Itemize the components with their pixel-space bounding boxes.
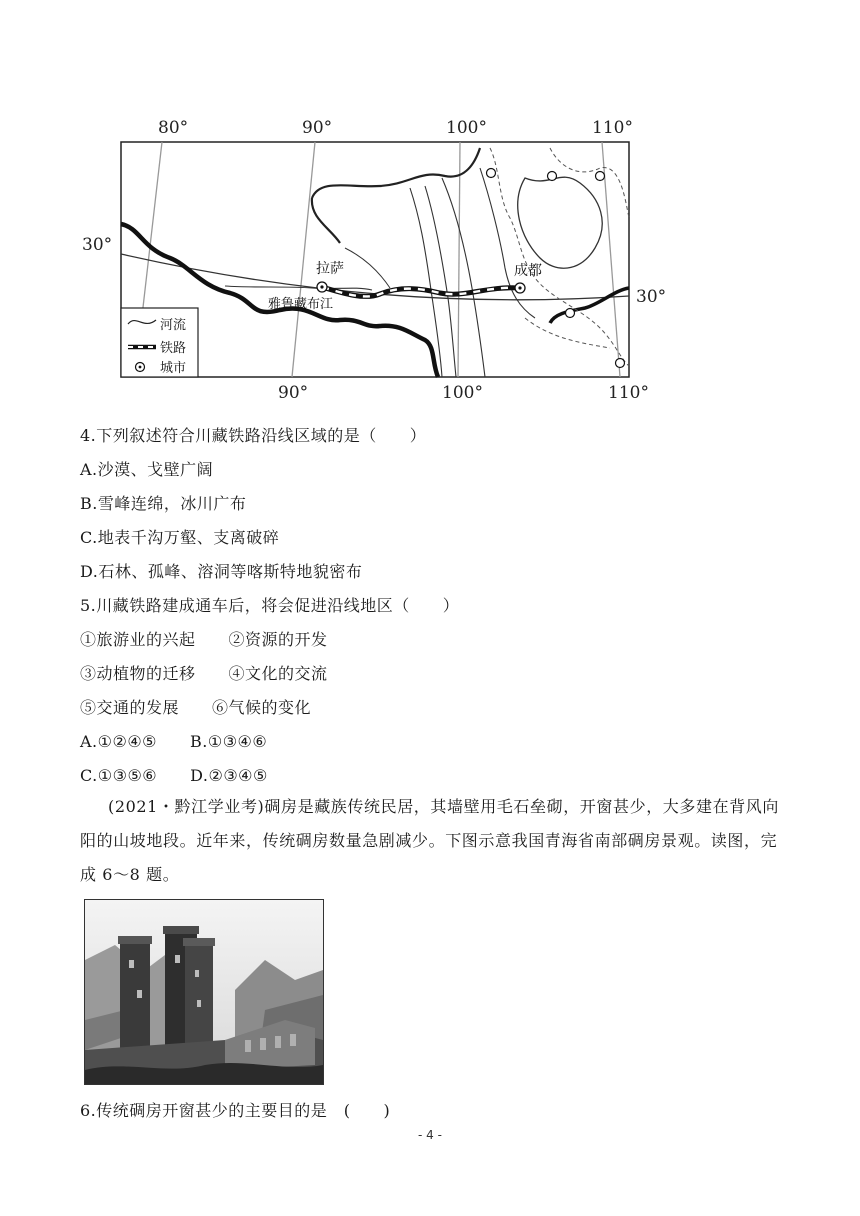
- q5-item-row-2: ③动植物的迁移 ④文化的交流: [80, 664, 328, 683]
- passage-text: (2021・黔江学业考)碉房是藏族传统民居，其墙壁用毛石垒砌，开窗甚少，大多建在背风向阳的山坡地段。近年来，传统碉房数量急剧减少。下图示意我国青海省南部碉房景观。读图，完成 6～8 题。: [80, 797, 780, 884]
- q5-stem: 5.川藏铁路建成通车后，将会促进沿线地区（ ）: [80, 596, 460, 615]
- river-label-yarlung: 雅鲁藏布江: [268, 297, 334, 312]
- legend-river: 河流: [160, 318, 187, 333]
- q4-stem: 4.下列叙述符合川藏铁路沿线区域的是（ ）: [80, 426, 427, 445]
- sichuan-tibet-railway-map: [80, 108, 680, 408]
- legend-railway: 铁路: [160, 341, 187, 356]
- top-deg-100: 100°: [446, 118, 487, 138]
- top-deg-80: 80°: [158, 118, 189, 138]
- passage: [80, 790, 780, 892]
- top-deg-90: 90°: [302, 118, 333, 138]
- q4-option-d: D.石林、孤峰、溶洞等喀斯特地貌密布: [80, 562, 363, 581]
- q4-option-b: B.雪峰连绵，冰川广布: [80, 494, 247, 513]
- legend-city: 城市: [160, 361, 187, 376]
- lat-label-right: 30°: [636, 287, 667, 307]
- q4-option-a: A.沙漠、戈壁广阔: [80, 460, 214, 479]
- city-label-chengdu: 成都: [514, 263, 542, 279]
- q5-item-row-1: ①旅游业的兴起 ②资源的开发: [80, 630, 328, 649]
- diaofang-photo: [84, 899, 324, 1085]
- bottom-deg-100: 100°: [442, 383, 483, 403]
- city-marker-lhasa: [317, 282, 327, 292]
- q5-item-row-3: ⑤交通的发展 ⑥气候的变化: [80, 698, 312, 717]
- bottom-deg-90: 90°: [278, 383, 309, 403]
- top-deg-110: 110°: [592, 118, 633, 138]
- q4-option-c: C.地表千沟万壑、支离破碎: [80, 528, 280, 547]
- q5-options-row-1: A.①②④⑤ B.①③④⑥: [80, 732, 268, 751]
- page-number: - 4 -: [418, 1128, 442, 1142]
- city-label-lhasa: 拉萨: [316, 261, 344, 277]
- q6-stem: 6.传统碉房开窗甚少的主要目的是 ( ): [80, 1101, 391, 1120]
- q5-options-row-2: C.①③⑤⑥ D.②③④⑤: [80, 766, 268, 785]
- lat-label-left: 30°: [82, 235, 113, 255]
- bottom-deg-110: 110°: [608, 383, 649, 403]
- city-marker-chengdu: [515, 283, 525, 293]
- map-legend: [121, 308, 198, 377]
